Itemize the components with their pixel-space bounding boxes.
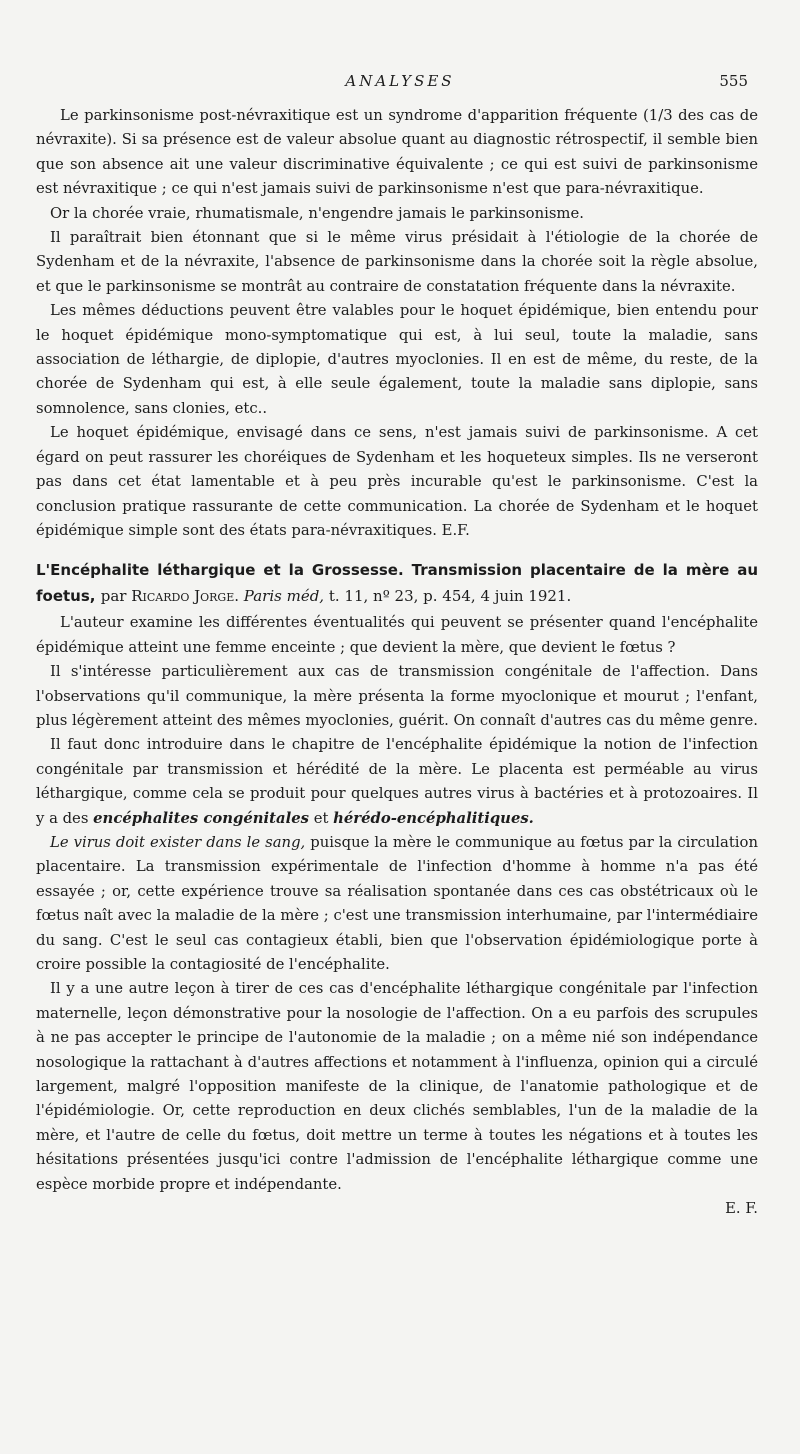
article-source: par Ricardo Jorge. Paris méd, t. 11, nº 23, p. 454, 4 juin 1921. [100,587,572,606]
article-title: L'Encéphalite léthargique et la Grossesse. Transmission placentaire de la mère au foetus, [36,561,758,606]
running-head [0,68,800,92]
running-title: ANALYSES [345,72,455,90]
author: Ricardo Jorge [131,587,235,606]
emphasis: encéphalites congénitales [93,809,309,827]
paragraph: Or la chorée vraie, rhumatismale, n'engendre jamais le parkinsonisme. [50,204,584,222]
text-body [36,104,758,1221]
paragraph: Le parkinsonisme post-névraxitique est un syndrome d'apparition fréquente (1/3 des cas de névraxite). Si sa présence est de valeur absolue quant au diagnostic rétrospectif, il semble bien que son absence ait une valeur discriminative équivalente ; ce qui est suivi de parkinsonisme est névraxitique ; ce qui n'est jamais suivi de parkinsonisme n'est que para-névraxitique. [36,107,758,198]
paragraph: Il faut donc introduire dans le chapitre de l'encéphalite épidémique la notion de l'infection congénitale par transmission et hérédité de la mère. Le placenta est perméable au virus léthargique, comme cela se produit pour quelques autres virus à bactéries et à protozoaires. Il y a des encéphalites congénitales et hérédo-encéphalitiques. [36,736,758,827]
paragraph: Le virus doit exister dans le sang, puisque la mère le communique au fœtus par la circulation placentaire. La transmission expérimentale de l'infection d'homme à homme n'a pas été essayée ; or, cette expérience trouve sa réalisation spontanée dans ces cas obstétricaux où le fœtus naît avec la maladie de la mère ; c'est une transmission interhumaine, par l'intermédiaire du sang. C'est le seul cas contagieux établi, bien que l'observation épidémiologique porte à croire possible la contagiosité de l'encéphalite. [36,833,758,973]
citation: t. 11, nº 23, p. 454, 4 juin 1921. [328,587,572,606]
article-heading [36,557,758,609]
signature: E. F. [725,1200,758,1218]
paragraph: Il s'intéresse particulièrement aux cas de transmission congénitale de l'affection. Dans l'observations qu'il communique, la mère présenta la forme myoclonique et mourut ; l'enfant, plus légèrement atteint des mêmes myoclonies, guérit. On connaît d'autres cas du même genre. [36,663,758,729]
emphasis: hérédo-encéphalitiques. [333,809,534,827]
paragraph: Le hoquet épidémique, envisagé dans ce sens, n'est jamais suivi de parkinsonisme. A cet égard on peut rassurer les choréiques de Sydenham et les hoqueteux simples. Ils ne verseront pas dans cet état lamentable et à peu près incurable qu'est le parkinsonisme. C'est la conclusion pratique rassurante de cette communication. La chorée de Sydenham et le hoquet épidémique simple sont des états para-névraxitiques. E.F. [36,424,758,539]
journal: Paris méd, [243,587,325,606]
paragraph: Les mêmes déductions peuvent être valables pour le hoquet épidémique, bien entendu pour le hoquet épidémique mono-symptomatique qui est, à lui seul, toute la maladie, sans association de léthargie, de diplopie, d'autres myoclonies. Il en est de même, du reste, de la chorée de Sydenham qui est, à elle seule également, toute la maladie sans diplopie, sans somnolence, sans clonies, etc.. [36,302,758,417]
page-number: 555 [719,72,748,90]
paragraph: Il y a une autre leçon à tirer de ces cas d'encéphalite léthargique congénitale par l'infection maternelle, leçon démonstrative pour la nosologie de l'affection. On a eu parfois des scrupules à ne pas accepter le principe de l'autonomie de la maladie ; on a même nié son indépendance nosologique la rattachant à d'autres affections et notamment à l'influenza, opinion qui a circulé largement, malgré l'opposition manifeste de la clinique, de l'anatomie pathologique et de l'épidémiologie. Or, cette reproduction en deux clichés semblables, l'un de la maladie de la mère, et l'autre de celle du fœtus, doit mettre un terme à toutes les négations et à toutes les hésitations présentées jusqu'ici contre l'admission de l'encéphalite léthargique comme une espèce morbide propre et indépendante. [36,980,758,1193]
paragraph: Il paraîtrait bien étonnant que si le même virus présidait à l'étiologie de la chorée de Sydenham et de la névraxite, l'absence de parkinsonisme dans la chorée soit la règle absolue, et que le parkinsonisme se montrât au contraire de constatation fréquente dans la névraxite. [36,229,758,295]
emphasis: Le virus doit exister dans le sang, [50,833,306,851]
paragraph: L'auteur examine les différentes éventualités qui peuvent se présenter quand l'encéphalite épidémique atteint une femme enceinte ; que devient la mère, que devient le fœtus ? [36,614,758,656]
